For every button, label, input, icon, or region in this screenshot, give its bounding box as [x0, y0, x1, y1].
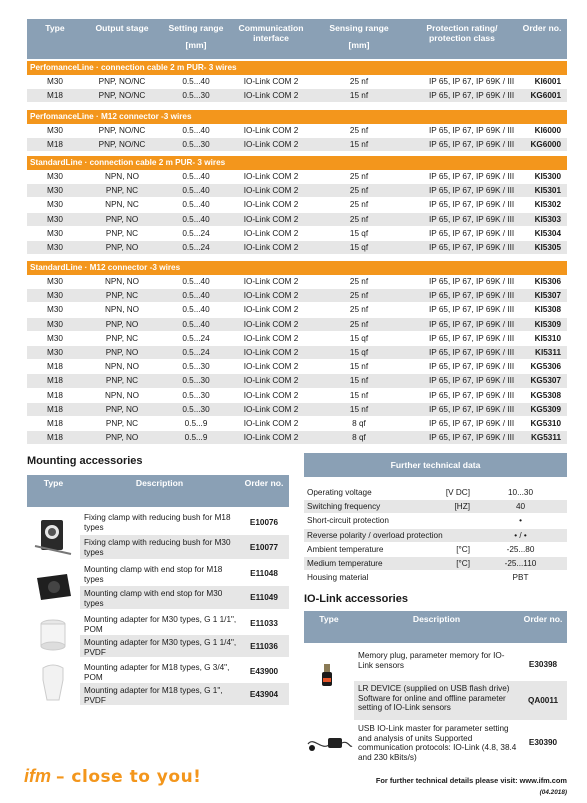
cell-order-no: KG5306 [530, 362, 561, 372]
cell-output-stage: PNP, NC [105, 228, 139, 238]
cell-communication: IO-Link COM 2 [243, 362, 299, 372]
cell-setting-range: 0.5...24 [182, 333, 210, 343]
cell-protection: IP 65, IP 67, IP 69K / III [429, 319, 515, 329]
cell-setting-range: 0.5...40 [182, 319, 210, 329]
header-setting-range [161, 19, 231, 59]
tech-label: Reverse polarity / overload protection [307, 530, 443, 540]
tech-unit: [°C] [456, 558, 470, 568]
tech-value: PBT [512, 573, 529, 583]
cell-sensing-range: 25 nf [349, 305, 369, 315]
tech-value: -25...110 [504, 558, 537, 568]
cell-sensing-range: 25 nf [349, 200, 369, 210]
cell-type: M30 [47, 305, 63, 315]
cell-output-stage: NPN, NO [104, 362, 140, 372]
mounting-image-adapter-white-small [27, 660, 80, 706]
cell-output-stage: NPN, NO [104, 390, 140, 400]
tech-label: Medium temperature [307, 558, 383, 568]
cell-communication: IO-Link COM 2 [243, 291, 299, 301]
cell-order-no: KI5303 [534, 214, 561, 224]
tech-unit: [HZ] [454, 502, 470, 512]
cell-order-no: KG6000 [530, 140, 561, 150]
cell-setting-range: 0.5...30 [182, 404, 210, 414]
iolink-header-description: Description [412, 614, 461, 624]
cell-type: M18 [47, 362, 63, 372]
mounting-row [80, 683, 289, 706]
table-row [27, 184, 567, 198]
cell-setting-range: 0.5...30 [182, 390, 210, 400]
cell-order-no: KI5307 [534, 291, 561, 301]
cell-type: M30 [47, 347, 63, 357]
tech-value: 10...30 [507, 488, 534, 497]
table-row [27, 124, 567, 138]
mounting-row [80, 635, 289, 658]
mounting-description: Mounting adapter for M30 types, G 1 1/4", PVDF [84, 638, 237, 657]
cell-output-stage: PNP, NC [105, 376, 139, 386]
iolink-images [304, 648, 354, 769]
mounting-image-mounting-clamp [27, 562, 80, 610]
mounting-description: Mounting adapter for M18 types, G 1", PVDF [84, 686, 223, 705]
cell-communication: IO-Link COM 2 [243, 404, 299, 414]
table-row [27, 275, 567, 289]
cell-communication: IO-Link COM 2 [243, 77, 299, 86]
cell-setting-range: 0.5...30 [182, 140, 210, 150]
header-communication: Communication interface [238, 23, 304, 43]
cell-protection: IP 65, IP 67, IP 69K / III [429, 172, 515, 181]
cell-type: M18 [47, 91, 63, 101]
cell-order-no: KI5311 [535, 347, 561, 357]
mounting-description: Fixing clamp with reducing bush for M18 types [84, 513, 231, 532]
iolink-accessories-title: IO-Link accessories [304, 593, 408, 605]
table-row [27, 170, 567, 184]
mounting-product-image [27, 510, 80, 560]
mounting-description: Mounting clamp with end stop for M18 types [84, 565, 223, 584]
cell-setting-range: 0.5...40 [182, 77, 210, 86]
group-title: PerfomanceLine · M12 connector -3 wires [27, 110, 567, 124]
table-row [27, 431, 567, 445]
table-row [27, 241, 567, 255]
cell-protection: IP 65, IP 67, IP 69K / III [429, 376, 515, 386]
iolink-table-header [304, 611, 567, 643]
cell-setting-range: 0.5...40 [182, 214, 210, 224]
cell-sensing-range: 15 nf [349, 404, 369, 414]
cell-order-no: KI5309 [534, 319, 561, 329]
mounting-row [80, 562, 289, 586]
cell-communication: IO-Link COM 2 [243, 277, 299, 286]
header-sensing-range-unit: [mm] [348, 40, 370, 50]
mounting-product-image [27, 562, 80, 610]
cell-communication: IO-Link COM 2 [243, 140, 299, 150]
cell-protection: IP 65, IP 67, IP 69K / III [429, 228, 515, 238]
cell-communication: IO-Link COM 2 [243, 418, 299, 428]
cell-output-stage: PNP, NO [105, 319, 139, 329]
iolink-header-order: Order no. [523, 614, 563, 624]
tech-row [304, 543, 567, 557]
cell-protection: IP 65, IP 67, IP 69K / III [429, 77, 515, 86]
cell-sensing-range: 25 nf [349, 291, 369, 301]
cell-order-no: KG6001 [530, 91, 561, 101]
tech-label: Ambient temperature [307, 544, 384, 554]
cell-setting-range: 0.5...24 [182, 242, 210, 252]
table-row [27, 138, 567, 152]
iolink-order-no: E30390 [528, 737, 558, 747]
cell-sensing-range: 15 qf [349, 333, 369, 343]
cell-communication: IO-Link COM 2 [243, 319, 299, 329]
mounting-order-no: E11049 [250, 593, 278, 602]
cell-protection: IP 65, IP 67, IP 69K / III [429, 91, 515, 101]
group-title: PerfomanceLine · connection cable 2 m PUR- 3 wires [27, 61, 567, 75]
cell-sensing-range: 15 nf [349, 140, 369, 150]
cell-setting-range: 0.5...40 [182, 186, 210, 196]
cell-type: M30 [47, 214, 63, 224]
cell-type: M18 [47, 418, 63, 428]
cell-protection: IP 65, IP 67, IP 69K / III [429, 277, 515, 286]
tech-unit: [V DC] [445, 488, 470, 497]
logo-slogan: – close to you! [56, 767, 202, 787]
cell-setting-range: 0.5...40 [182, 305, 210, 315]
cell-output-stage: PNP, NO [105, 214, 139, 224]
table-row [27, 374, 567, 388]
tech-label: Short-circuit protection [307, 516, 389, 526]
header-setting-range-unit: [mm] [185, 40, 207, 50]
cell-order-no: KG5308 [530, 390, 561, 400]
ifm-logo [24, 766, 201, 787]
iolink-order-no: E30398 [528, 659, 558, 669]
cell-setting-range: 0.5...30 [182, 362, 210, 372]
header-setting-range-label: Setting range [168, 23, 224, 33]
iolink-row [354, 721, 567, 764]
cell-type: M30 [47, 333, 63, 343]
mounting-description: Mounting clamp with end stop for M30 types [84, 589, 223, 608]
cell-order-no: KG5307 [530, 376, 561, 386]
tech-row [304, 529, 567, 543]
table-row [27, 213, 567, 227]
cell-communication: IO-Link COM 2 [243, 126, 299, 135]
tech-row [304, 557, 567, 571]
tech-row [304, 500, 567, 514]
mounting-image-adapter-white [27, 612, 80, 658]
header-sensing-range [311, 19, 407, 59]
mounting-block [27, 612, 289, 658]
mounting-row [80, 660, 289, 683]
cell-sensing-range: 15 qf [349, 347, 369, 357]
main-table-header [27, 19, 567, 59]
mounting-block [27, 510, 289, 560]
cell-setting-range: 0.5...40 [182, 200, 210, 210]
cell-protection: IP 65, IP 67, IP 69K / III [429, 140, 515, 150]
mounting-order-no: E10076 [249, 517, 279, 527]
cell-setting-range: 0.5...40 [182, 291, 210, 301]
cell-type: M18 [47, 433, 63, 443]
cell-order-no: KI5306 [534, 277, 561, 286]
cell-protection: IP 65, IP 67, IP 69K / III [429, 200, 515, 210]
cell-setting-range: 0.5...9 [184, 418, 208, 428]
cell-sensing-range: 25 nf [349, 214, 369, 224]
mounting-product-image [27, 612, 80, 658]
cell-output-stage: PNP, NC [105, 291, 139, 301]
cell-protection: IP 65, IP 67, IP 69K / III [429, 186, 515, 196]
cell-communication: IO-Link COM 2 [243, 242, 299, 252]
cell-sensing-range: 25 nf [349, 77, 369, 86]
cell-sensing-range: 15 nf [349, 362, 369, 372]
cell-type: M30 [47, 186, 63, 196]
tech-unit [434, 514, 474, 527]
cell-protection: IP 65, IP 67, IP 69K / III [429, 291, 515, 301]
cell-order-no: KI5302 [534, 200, 561, 210]
tech-unit [434, 529, 474, 542]
table-row [27, 303, 567, 317]
cell-type: M18 [47, 404, 63, 414]
cell-setting-range: 0.5...40 [182, 172, 210, 181]
mounting-row [80, 510, 289, 535]
table-row [27, 346, 567, 360]
logo-brand: ifm [24, 766, 51, 786]
mounting-description: Mounting adapter for M18 types, G 3/4", POM [84, 663, 230, 682]
cell-sensing-range: 25 nf [349, 277, 369, 286]
cell-communication: IO-Link COM 2 [243, 347, 299, 357]
cell-protection: IP 65, IP 67, IP 69K / III [429, 242, 515, 252]
cell-protection: IP 65, IP 67, IP 69K / III [429, 305, 515, 315]
table-row [27, 389, 567, 403]
mounting-header-order: Order no. [244, 478, 284, 488]
cell-output-stage: PNP, NO [105, 242, 139, 252]
tech-value: • / • [514, 530, 527, 540]
cell-protection: IP 65, IP 67, IP 69K / III [429, 404, 515, 414]
cell-order-no: KI5310 [534, 333, 561, 343]
table-row [27, 289, 567, 303]
product-group [27, 61, 567, 103]
table-row [27, 318, 567, 332]
cell-sensing-range: 15 nf [349, 91, 369, 101]
mounting-accessories-title: Mounting accessories [27, 455, 143, 467]
mounting-row [80, 612, 289, 635]
cell-order-no: KI5300 [534, 172, 561, 181]
mounting-order-no: E43904 [249, 689, 279, 699]
table-row [27, 227, 567, 241]
cell-order-no: KG5310 [530, 418, 561, 428]
header-type: Type [45, 23, 65, 33]
cell-protection: IP 65, IP 67, IP 69K / III [429, 433, 515, 443]
cell-setting-range: 0.5...30 [182, 376, 210, 386]
cell-communication: IO-Link COM 2 [243, 228, 299, 238]
cell-sensing-range: 25 nf [349, 186, 369, 196]
cell-output-stage: PNP, NC [105, 186, 139, 196]
mounting-order-no: E10077 [249, 542, 279, 552]
tech-value: 40 [515, 502, 526, 512]
group-title: StandardLine · connection cable 2 m PUR- 3 wires [27, 156, 567, 170]
cell-protection: IP 65, IP 67, IP 69K / III [429, 347, 515, 357]
mounting-row [80, 535, 289, 560]
tech-data-table [304, 486, 567, 585]
iolink-order-no: QA0011 [527, 696, 559, 705]
cell-type: M30 [47, 291, 63, 301]
mounting-product-image [27, 660, 80, 706]
iolink-description: USB IO-Link master for parameter setting and analysis of units Supported communication protocols: IO-Link (4.8, 38.4 and 230 kBits/s) [358, 724, 517, 762]
table-row [27, 417, 567, 431]
cell-output-stage: NPN, NO [104, 305, 140, 315]
mounting-block [27, 562, 289, 610]
cell-setting-range: 0.5...40 [182, 126, 210, 135]
cell-type: M30 [47, 200, 63, 210]
cell-output-stage: PNP, NO/NC [98, 91, 146, 101]
cell-type: M30 [47, 172, 63, 181]
cell-sensing-range: 25 nf [349, 319, 369, 329]
cell-sensing-range: 15 nf [349, 390, 369, 400]
iolink-header-type: Type [319, 614, 339, 624]
cell-setting-range: 0.5...24 [182, 228, 210, 238]
iolink-rows [354, 648, 567, 769]
cell-type: M30 [47, 277, 63, 286]
cell-setting-range: 0.5...24 [182, 347, 210, 357]
tech-row [304, 486, 567, 500]
product-group [27, 261, 567, 445]
mounting-order-no: E11033 [250, 618, 278, 628]
cell-output-stage: PNP, NC [105, 333, 139, 343]
cell-sensing-range: 15 qf [349, 242, 369, 252]
cell-type: M30 [47, 77, 63, 86]
cell-type: M18 [47, 390, 63, 400]
tech-unit: [°C] [456, 544, 470, 554]
cell-sensing-range: 8 qf [352, 433, 366, 443]
mounting-rows [80, 562, 289, 610]
cell-order-no: KI5304 [534, 228, 561, 238]
cell-protection: IP 65, IP 67, IP 69K / III [429, 390, 515, 400]
cell-protection: IP 65, IP 67, IP 69K / III [429, 126, 515, 135]
cell-output-stage: PNP, NO [105, 347, 139, 357]
iolink-description: LR DEVICE (supplied on USB flash drive) Software for online and offline parameter setting of IO-Link sensors [358, 684, 510, 713]
header-order-no: Order no. [522, 23, 562, 33]
cell-protection: IP 65, IP 67, IP 69K / III [429, 214, 515, 224]
cell-sensing-range: 15 qf [349, 228, 369, 238]
cell-order-no: KG5311 [530, 433, 561, 443]
table-row [27, 332, 567, 346]
table-row [27, 360, 567, 374]
cell-output-stage: NPN, NO [104, 277, 140, 286]
header-output-stage: Output stage [95, 23, 149, 33]
mounting-header-type: Type [43, 478, 64, 488]
cell-sensing-range: 15 nf [349, 376, 369, 386]
mounting-rows [80, 510, 289, 560]
cell-protection: IP 65, IP 67, IP 69K / III [429, 333, 515, 343]
mounting-header-description: Description [135, 478, 184, 488]
cell-protection: IP 65, IP 67, IP 69K / III [429, 418, 515, 428]
cell-communication: IO-Link COM 2 [243, 91, 299, 101]
cell-setting-range: 0.5...30 [182, 91, 210, 101]
table-row [27, 75, 567, 89]
tech-value: -25...80 [506, 544, 535, 554]
product-group [27, 156, 567, 255]
table-row [27, 198, 567, 212]
iolink-row [354, 648, 567, 681]
tech-data-header: Further technical data [304, 453, 567, 477]
table-row [27, 403, 567, 417]
cell-output-stage: PNP, NO [105, 433, 139, 443]
cell-order-no: KI5305 [534, 242, 561, 252]
mounting-rows [80, 660, 289, 706]
mounting-row [80, 586, 289, 610]
cell-type: M30 [47, 228, 63, 238]
cell-communication: IO-Link COM 2 [243, 305, 299, 315]
cell-communication: IO-Link COM 2 [243, 333, 299, 343]
cell-type: M18 [47, 376, 63, 386]
cell-communication: IO-Link COM 2 [243, 200, 299, 210]
tech-label: Operating voltage [307, 488, 372, 497]
header-sensing-range-label: Sensing range [329, 23, 389, 33]
tech-row [304, 514, 567, 528]
group-title: StandardLine · M12 connector -3 wires [27, 261, 567, 275]
cell-order-no: KI5301 [534, 186, 561, 196]
cell-output-stage: NPN, NC [105, 200, 139, 210]
cell-communication: IO-Link COM 2 [243, 376, 299, 386]
cell-communication: IO-Link COM 2 [243, 172, 299, 181]
cell-communication: IO-Link COM 2 [243, 433, 299, 443]
mounting-order-no: E11036 [250, 641, 278, 651]
cell-sensing-range: 25 nf [349, 172, 369, 181]
cell-output-stage: NPN, NO [104, 172, 140, 181]
header-protection: Protection rating/ protection class [426, 23, 498, 43]
tech-value: • [519, 516, 522, 526]
iolink-description: Memory plug, parameter memory for IO-Link sensors [358, 651, 505, 670]
cell-order-no: KI6000 [534, 126, 561, 135]
cell-type: M30 [47, 126, 63, 135]
footer-website-note: For further technical details please visit: www.ifm.com [375, 776, 567, 785]
tech-label: Housing material [307, 573, 369, 583]
cell-order-no: KI5308 [534, 305, 561, 315]
cell-communication: IO-Link COM 2 [243, 186, 299, 196]
cell-output-stage: PNP, NO/NC [98, 77, 146, 86]
tech-label: Switching frequency [307, 502, 381, 512]
cell-communication: IO-Link COM 2 [243, 214, 299, 224]
cell-type: M30 [47, 242, 63, 252]
cell-setting-range: 0.5...40 [182, 277, 210, 286]
mounting-block [27, 660, 289, 706]
cell-setting-range: 0.5...9 [184, 433, 208, 443]
cell-sensing-range: 25 nf [349, 126, 369, 135]
cell-sensing-range: 8 qf [352, 418, 366, 428]
footer-date: (04.2018) [539, 789, 567, 796]
product-group [27, 110, 567, 152]
cell-order-no: KI6001 [534, 77, 561, 86]
tech-unit [434, 571, 474, 584]
tech-row [304, 571, 567, 585]
cell-output-stage: PNP, NC [105, 418, 139, 428]
cell-output-stage: PNP, NO/NC [98, 140, 146, 150]
mounting-rows [80, 612, 289, 658]
mounting-order-no: E11048 [250, 569, 278, 578]
mounting-description: Mounting adapter for M30 types, G 1 1/1", POM [84, 615, 237, 634]
cell-type: M30 [47, 319, 63, 329]
cell-output-stage: PNP, NO [105, 404, 139, 414]
table-row [27, 89, 567, 103]
iolink-product-illustrations [304, 648, 354, 764]
cell-protection: IP 65, IP 67, IP 69K / III [429, 362, 515, 372]
cell-communication: IO-Link COM 2 [243, 390, 299, 400]
mounting-description: Fixing clamp with reducing bush for M30 types [84, 538, 231, 557]
mounting-order-no: E43900 [249, 666, 279, 676]
cell-type: M18 [47, 140, 63, 150]
cell-order-no: KG5309 [530, 404, 561, 414]
cell-output-stage: PNP, NO/NC [98, 126, 146, 135]
mounting-image-fixing-clamp [27, 510, 80, 560]
iolink-table-body [304, 648, 567, 769]
iolink-row [354, 681, 567, 721]
mounting-table-header [27, 475, 289, 507]
